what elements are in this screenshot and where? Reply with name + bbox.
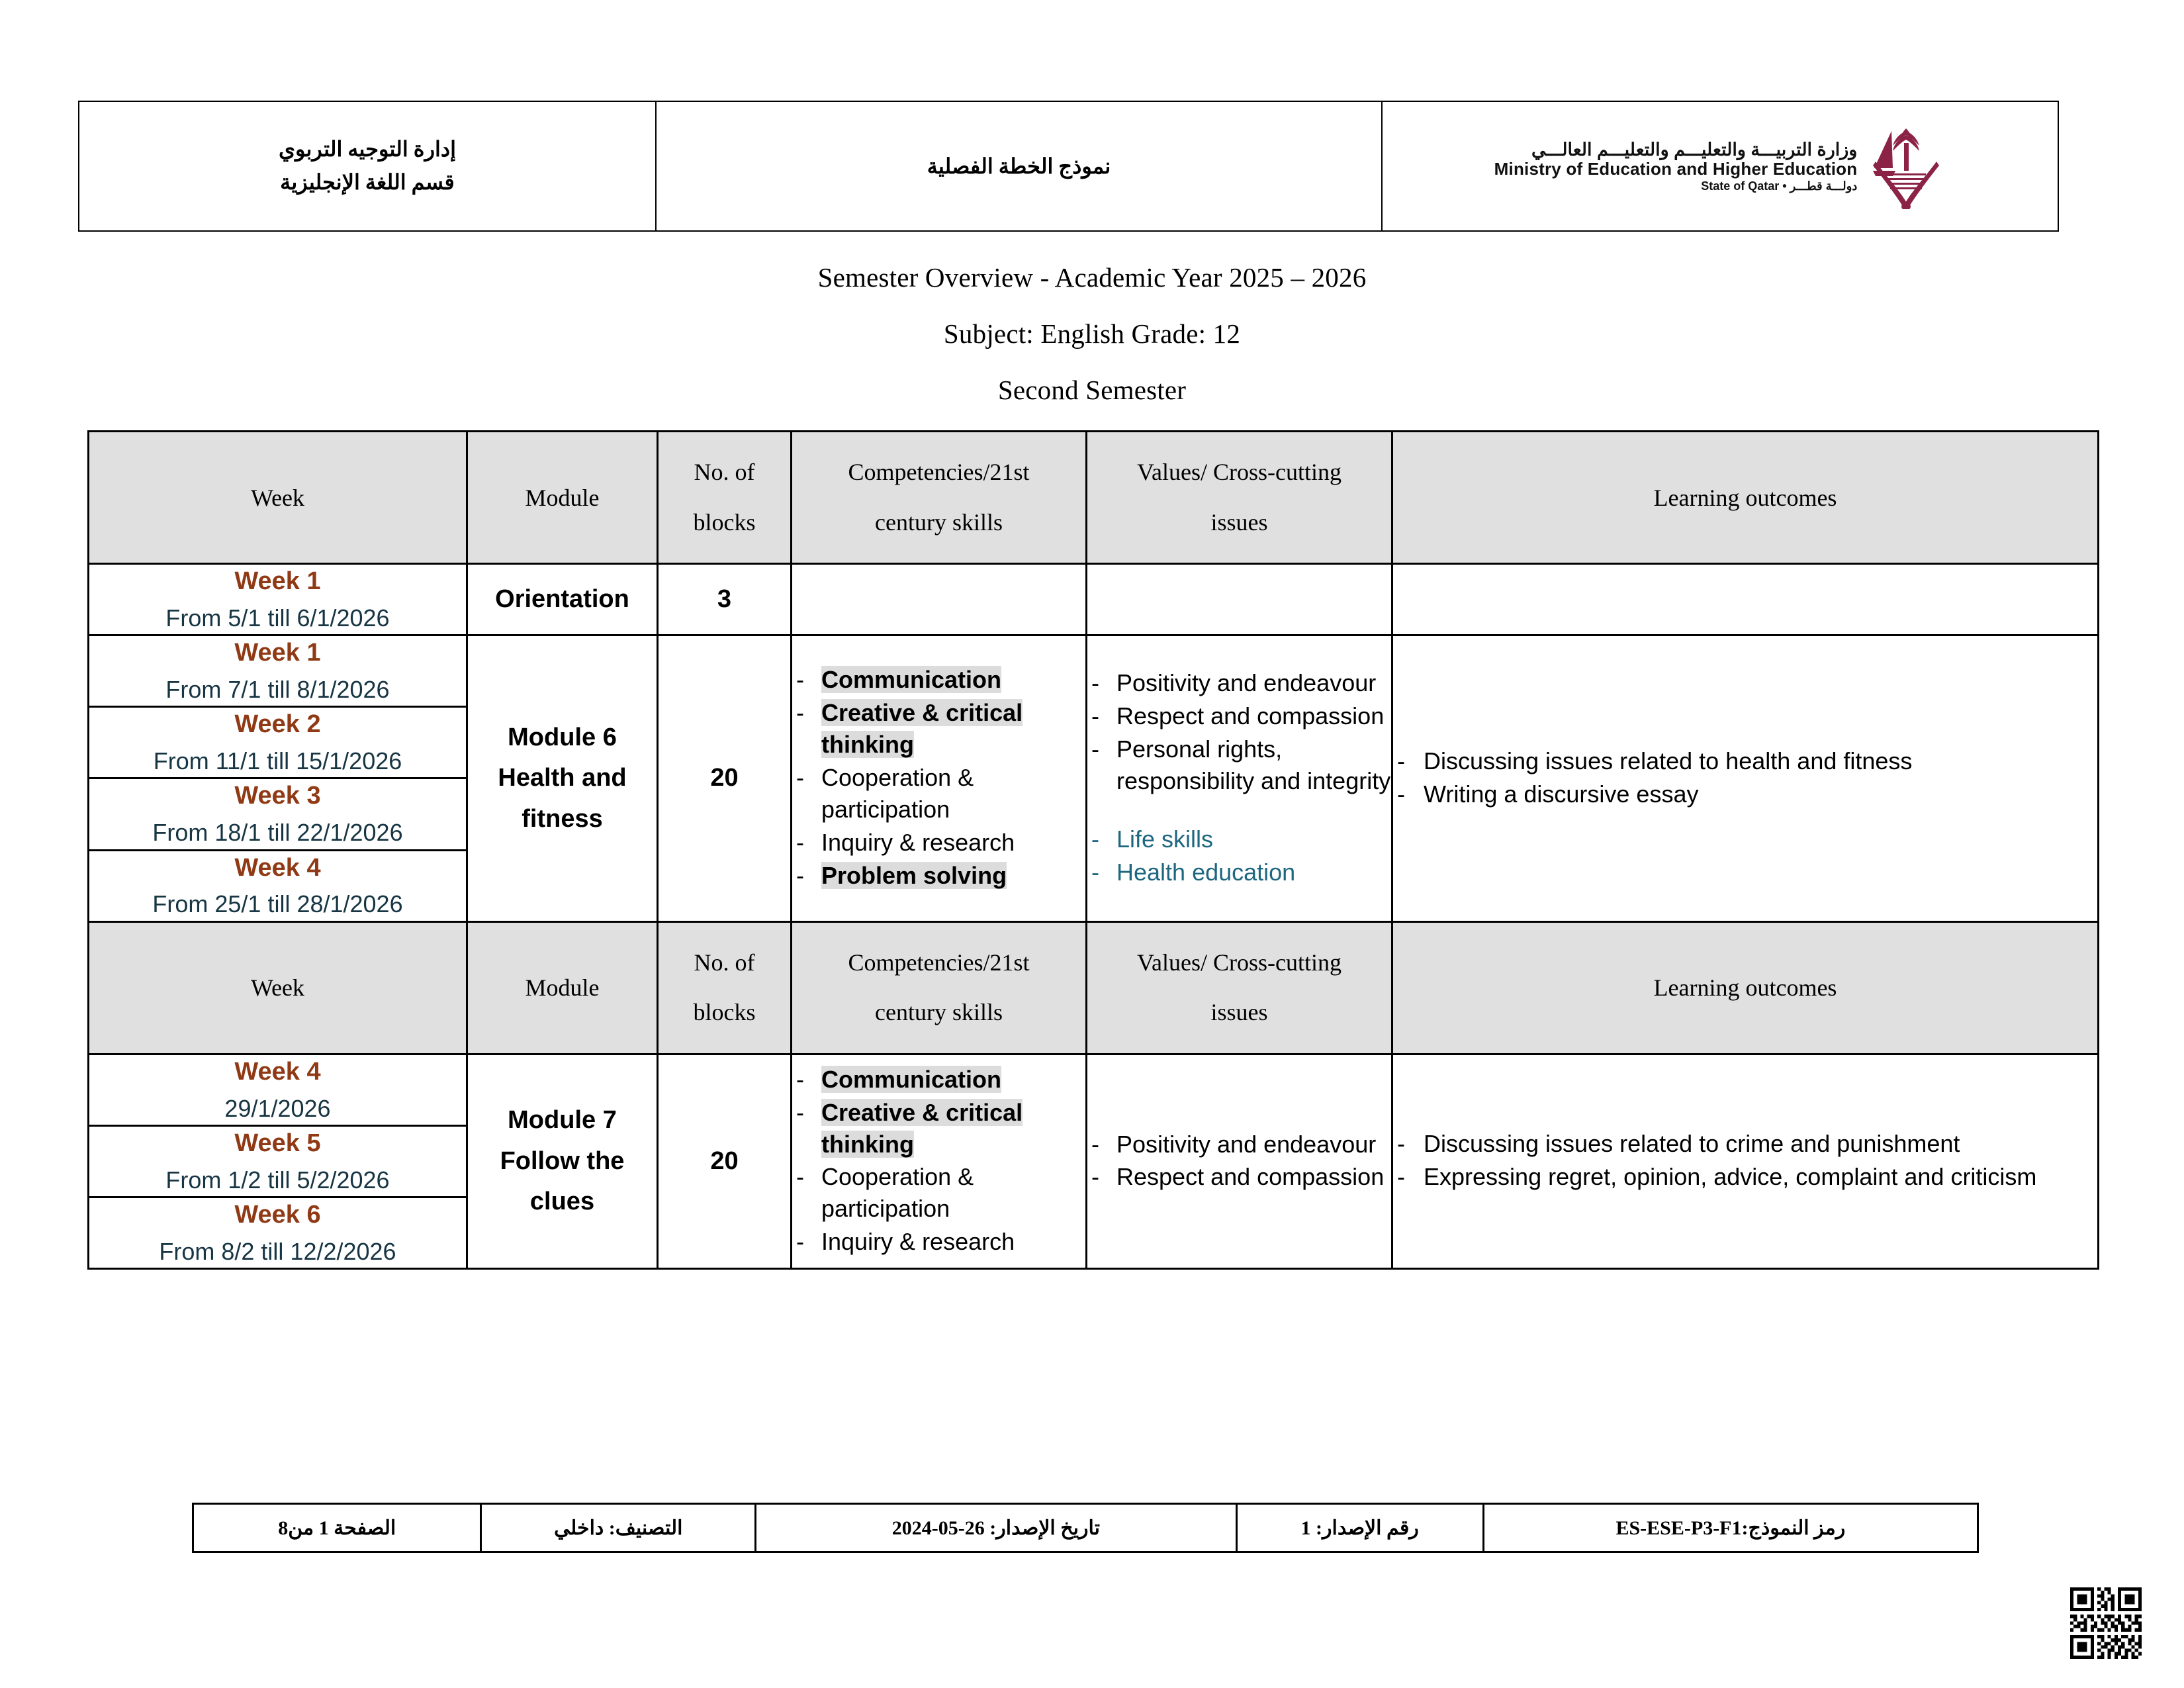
values-list <box>1087 1129 1391 1194</box>
module-line-3: fitness <box>522 804 603 833</box>
outcomes-list <box>1393 1128 2097 1193</box>
column-header-values-l2: issues <box>1210 508 1268 536</box>
form-title-ar: نموذج الخطة الفصلية <box>927 154 1111 178</box>
footer-issue-number: رقم الإصدار: 1 <box>1236 1504 1483 1552</box>
column-header-module: Module <box>467 921 658 1054</box>
week-cell <box>89 1054 467 1125</box>
document-header-table <box>78 101 2059 232</box>
module-line-1: Module 6 <box>508 723 617 751</box>
week-cell <box>89 850 467 921</box>
values-list <box>1087 667 1391 888</box>
table-header-row-2 <box>89 921 2099 1054</box>
week-number: Week 3 <box>234 782 321 810</box>
ministry-state-label: دولـــة قطـــر • State of Qatar <box>1701 179 1858 193</box>
blocks-cell: 20 <box>658 635 792 922</box>
competencies-list <box>792 1064 1085 1258</box>
week-dates: From 5/1 till 6/1/2026 <box>165 604 390 632</box>
footer-page: الصفحة 1 من8 <box>193 1504 481 1552</box>
week-dates: From 11/1 till 15/1/2026 <box>153 747 402 775</box>
value-item: - Positivity and endeavour <box>1087 667 1391 699</box>
competencies-cell <box>792 1054 1087 1268</box>
table-header-row-1 <box>89 432 2099 564</box>
column-header-values-l2: issues <box>1210 999 1268 1026</box>
page-titles <box>0 261 2184 430</box>
header-row <box>79 101 2058 231</box>
ministry-name-ar: وزارة التربيـــة والتعليـــم والتعليـــم العالـــي <box>1531 140 1858 160</box>
title-subject-grade: Subject: English Grade: 12 <box>943 318 1241 349</box>
column-header-outcomes: Learning outcomes <box>1392 921 2099 1054</box>
column-header-values-l1: Values/ Cross-cutting <box>1137 949 1342 976</box>
outcome-item: - Writing a discursive essay <box>1393 778 2097 810</box>
module-line-2: Health and <box>498 764 627 792</box>
values-cell <box>1087 635 1392 922</box>
competency-item <box>792 827 1085 859</box>
competency-item <box>792 1097 1085 1160</box>
week-number: Week 5 <box>234 1129 321 1157</box>
ministry-logo <box>1389 123 2051 209</box>
qr-code-icon <box>2070 1587 2142 1659</box>
column-header-outcomes: Learning outcomes <box>1392 432 2099 564</box>
blocks-cell: 3 <box>658 564 792 635</box>
competencies-list <box>792 664 1085 891</box>
column-header-week: Week <box>89 921 467 1054</box>
footer-issue-date: تاريخ الإصدار: 26-05-2024 <box>756 1504 1236 1552</box>
outcome-item: - Expressing regret, opinion, advice, complaint and criticism <box>1393 1161 2097 1193</box>
week-cell <box>89 707 467 778</box>
outcomes-cell <box>1392 1054 2099 1268</box>
table-row-module7-week4 <box>89 1054 2099 1125</box>
column-header-blocks-l1: No. of <box>694 458 755 485</box>
competency-label: Cooperation & participation <box>821 1163 974 1223</box>
value-item: - Respect and compassion <box>1087 1161 1391 1193</box>
blocks-cell: 20 <box>658 1054 792 1268</box>
column-header-competencies-l1: Competencies/21st <box>848 458 1030 485</box>
competency-label: Inquiry & research <box>821 1228 1015 1256</box>
column-header-values <box>1087 432 1392 564</box>
column-header-week: Week <box>89 432 467 564</box>
competency-label: Creative & critical thinking <box>821 699 1023 759</box>
column-header-blocks-l2: blocks <box>693 508 756 536</box>
title-semester: Second Semester <box>997 375 1187 405</box>
competency-item <box>792 762 1085 825</box>
header-department-cell <box>79 101 656 231</box>
week-cell <box>89 778 467 850</box>
column-header-blocks <box>658 921 792 1054</box>
week-number: Week 4 <box>234 1057 321 1086</box>
competency-label: Communication <box>821 666 1002 694</box>
footer-form-code: رمز النموذج:ES-ESE-P3-F1 <box>1483 1504 1978 1552</box>
column-header-blocks <box>658 432 792 564</box>
competency-label: Creative & critical thinking <box>821 1098 1023 1158</box>
outcomes-list <box>1393 745 2097 810</box>
module-cell: Orientation <box>467 564 658 635</box>
week-number: Week 1 <box>234 639 321 667</box>
ministry-logo-text <box>1494 140 1858 193</box>
outcomes-cell <box>1392 564 2099 635</box>
week-dates: From 8/2 till 12/2/2026 <box>159 1237 396 1265</box>
value-item: - Personal rights, responsibility and integrity <box>1087 733 1391 797</box>
title-academic-year: Semester Overview - Academic Year 2025 ‒ 2026 <box>817 262 1367 293</box>
competency-item <box>792 1226 1085 1258</box>
week-dates: From 7/1 till 8/1/2026 <box>165 676 390 704</box>
ministry-name-en: Ministry of Education and Higher Education <box>1494 159 1858 179</box>
outcomes-cell <box>1392 635 2099 922</box>
column-header-competencies <box>792 432 1087 564</box>
column-header-values <box>1087 921 1392 1054</box>
value-item: - Health education <box>1087 857 1391 888</box>
week-number: Week 4 <box>234 853 321 882</box>
week-number: Week 6 <box>234 1200 321 1229</box>
module-line-1: Module 7 <box>508 1106 617 1135</box>
column-header-competencies-l2: century skills <box>875 999 1003 1026</box>
week-dates: From 25/1 till 28/1/2026 <box>152 890 403 918</box>
value-item: - Positivity and endeavour <box>1087 1129 1391 1160</box>
semester-overview-table <box>87 430 2099 1270</box>
table-row-orientation <box>89 564 2099 635</box>
competency-item <box>792 697 1085 761</box>
week-cell <box>89 635 467 707</box>
column-header-blocks-l2: blocks <box>693 999 756 1026</box>
column-header-values-l1: Values/ Cross-cutting <box>1137 458 1342 485</box>
table-row-module6-week1 <box>89 635 2099 707</box>
module-cell <box>467 1054 658 1268</box>
values-cell <box>1087 1054 1392 1268</box>
week-dates: From 1/2 till 5/2/2026 <box>165 1166 390 1194</box>
competency-label: Inquiry & research <box>821 828 1015 856</box>
competency-label: Problem solving <box>821 861 1007 889</box>
module-cell <box>467 635 658 922</box>
column-header-module: Module <box>467 432 658 564</box>
value-item: - Life skills <box>1087 823 1391 855</box>
department-line-2: قسم اللغة الإنجليزية <box>280 170 455 194</box>
header-logo-cell <box>1382 101 2058 231</box>
competency-item <box>792 860 1085 892</box>
module-line-2: Follow the <box>500 1147 625 1175</box>
qatar-emblem-icon <box>1866 123 1946 209</box>
week-cell <box>89 564 467 635</box>
week-cell <box>89 1197 467 1268</box>
value-item: - Respect and compassion <box>1087 700 1391 732</box>
week-dates: 29/1/2026 <box>224 1094 331 1122</box>
header-form-title-cell <box>656 101 1382 231</box>
competency-label: Cooperation & participation <box>821 763 974 823</box>
values-cell <box>1087 564 1392 635</box>
competencies-cell <box>792 635 1087 922</box>
competencies-cell <box>792 564 1087 635</box>
department-line-1: إدارة التوجيه التربوي <box>278 137 457 162</box>
week-number: Week 2 <box>234 710 321 739</box>
footer-classification: التصنيف: داخلي <box>481 1504 756 1552</box>
week-dates: From 18/1 till 22/1/2026 <box>152 819 403 847</box>
column-header-blocks-l1: No. of <box>694 949 755 976</box>
footer-row <box>193 1504 1978 1552</box>
column-header-competencies-l1: Competencies/21st <box>848 949 1030 976</box>
outcome-item: - Discussing issues related to crime and punishment <box>1393 1128 2097 1160</box>
document-footer-table <box>192 1503 1979 1553</box>
column-header-competencies <box>792 921 1087 1054</box>
competency-item <box>792 1161 1085 1225</box>
competency-label: Communication <box>821 1065 1002 1093</box>
competency-item <box>792 1064 1085 1096</box>
outcome-item: - Discussing issues related to health and fitness <box>1393 745 2097 777</box>
week-number: Week 1 <box>234 567 321 595</box>
competency-item <box>792 664 1085 696</box>
module-line-3: clues <box>529 1188 595 1216</box>
week-cell <box>89 1125 467 1197</box>
column-header-competencies-l2: century skills <box>875 508 1003 536</box>
